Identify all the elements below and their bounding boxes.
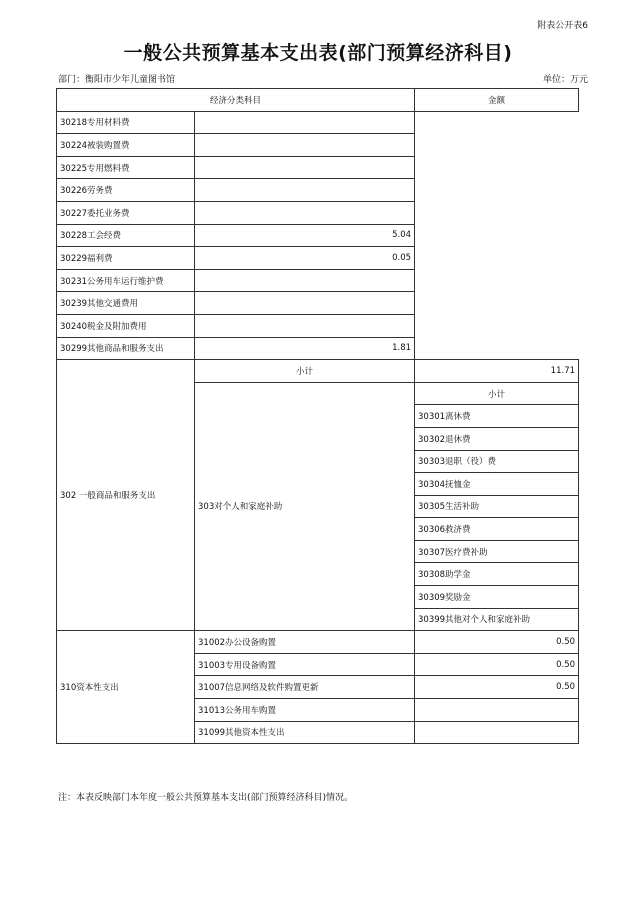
table-row: [57, 292, 579, 315]
table-row: [57, 247, 579, 270]
amount-cell: [195, 134, 415, 157]
amount-cell: [415, 699, 579, 722]
table-row: [57, 134, 579, 157]
table-header-row: [57, 89, 579, 112]
amount-cell: [195, 314, 415, 337]
item-cell: 30304抚恤金: [415, 473, 579, 496]
table-row: [57, 201, 579, 224]
item-cell: 30227委托业务费: [57, 201, 195, 224]
item-cell: 31099其他资本性支出: [195, 721, 415, 744]
table-row: [57, 111, 579, 134]
amount-cell: [195, 111, 415, 134]
item-cell: 30399其他对个人和家庭补助: [415, 608, 579, 631]
item-cell: 30229福利费: [57, 247, 195, 270]
table-row: [57, 156, 579, 179]
budget-table: [56, 88, 579, 744]
amount-cell: 1.81: [195, 337, 415, 360]
subtotal-row: [57, 360, 579, 383]
item-cell: 30302退休费: [415, 427, 579, 450]
amount-cell: 5.04: [195, 224, 415, 247]
column-header-category: 经济分类科目: [57, 89, 415, 112]
amount-cell: [195, 269, 415, 292]
item-cell: 30240税金及附加费用: [57, 314, 195, 337]
amount-cell: 0.50: [415, 653, 579, 676]
item-cell: 31007信息网络及软件购置更新: [195, 676, 415, 699]
item-cell: 30225专用燃料费: [57, 156, 195, 179]
item-cell: 30309奖励金: [415, 586, 579, 609]
amount-cell: [415, 721, 579, 744]
amount-cell: 0.50: [415, 676, 579, 699]
amount-cell: [195, 156, 415, 179]
item-cell: 31002办公设备购置: [195, 631, 415, 654]
item-cell: 30228工会经费: [57, 224, 195, 247]
item-cell: 30301离休费: [415, 405, 579, 428]
table-row: [57, 224, 579, 247]
amount-cell: [195, 179, 415, 202]
item-cell: 30308助学金: [415, 563, 579, 586]
table-row: [57, 269, 579, 292]
item-cell: 30299其他商品和服务支出: [57, 337, 195, 360]
footnote: 注：本表反映部门本年度一般公共预算基本支出(部门预算经济科目)情况。: [58, 793, 354, 803]
table-row: [57, 631, 579, 654]
category-cell: 303对个人和家庭补助: [195, 382, 415, 631]
item-cell: 30305生活补助: [415, 495, 579, 518]
category-cell: 302 一般商品和服务支出: [57, 360, 195, 631]
category-cell: 310资本性支出: [57, 631, 195, 744]
department-label: 部门：衡阳市少年儿童图书馆: [58, 75, 176, 85]
unit-label: 单位：万元: [542, 75, 588, 85]
table-row: [57, 179, 579, 202]
column-header-amount: 金额: [415, 89, 579, 112]
item-cell: 30224被装购置费: [57, 134, 195, 157]
item-cell: 31013公务用车购置: [195, 699, 415, 722]
item-cell: 30231公务用车运行维护费: [57, 269, 195, 292]
subtotal-label: 小计: [415, 382, 579, 405]
amount-cell: [195, 292, 415, 315]
table-row: [57, 337, 579, 360]
amount-cell: 0.05: [195, 247, 415, 270]
item-cell: 31003专用设备购置: [195, 653, 415, 676]
table-row: [57, 314, 579, 337]
page-title: 一般公共预算基本支出表(部门预算经济科目): [123, 42, 513, 64]
subtotal-amount: 11.71: [415, 360, 579, 383]
amount-cell: 0.50: [415, 631, 579, 654]
item-cell: 30239其他交通费用: [57, 292, 195, 315]
item-cell: 30306救济费: [415, 518, 579, 541]
form-number: 附表公开表6: [537, 21, 588, 31]
subtotal-label: 小计: [195, 360, 415, 383]
item-cell: 30226劳务费: [57, 179, 195, 202]
amount-cell: [195, 201, 415, 224]
item-cell: 30303退职（役）费: [415, 450, 579, 473]
item-cell: 30218专用材料费: [57, 111, 195, 134]
item-cell: 30307医疗费补助: [415, 540, 579, 563]
